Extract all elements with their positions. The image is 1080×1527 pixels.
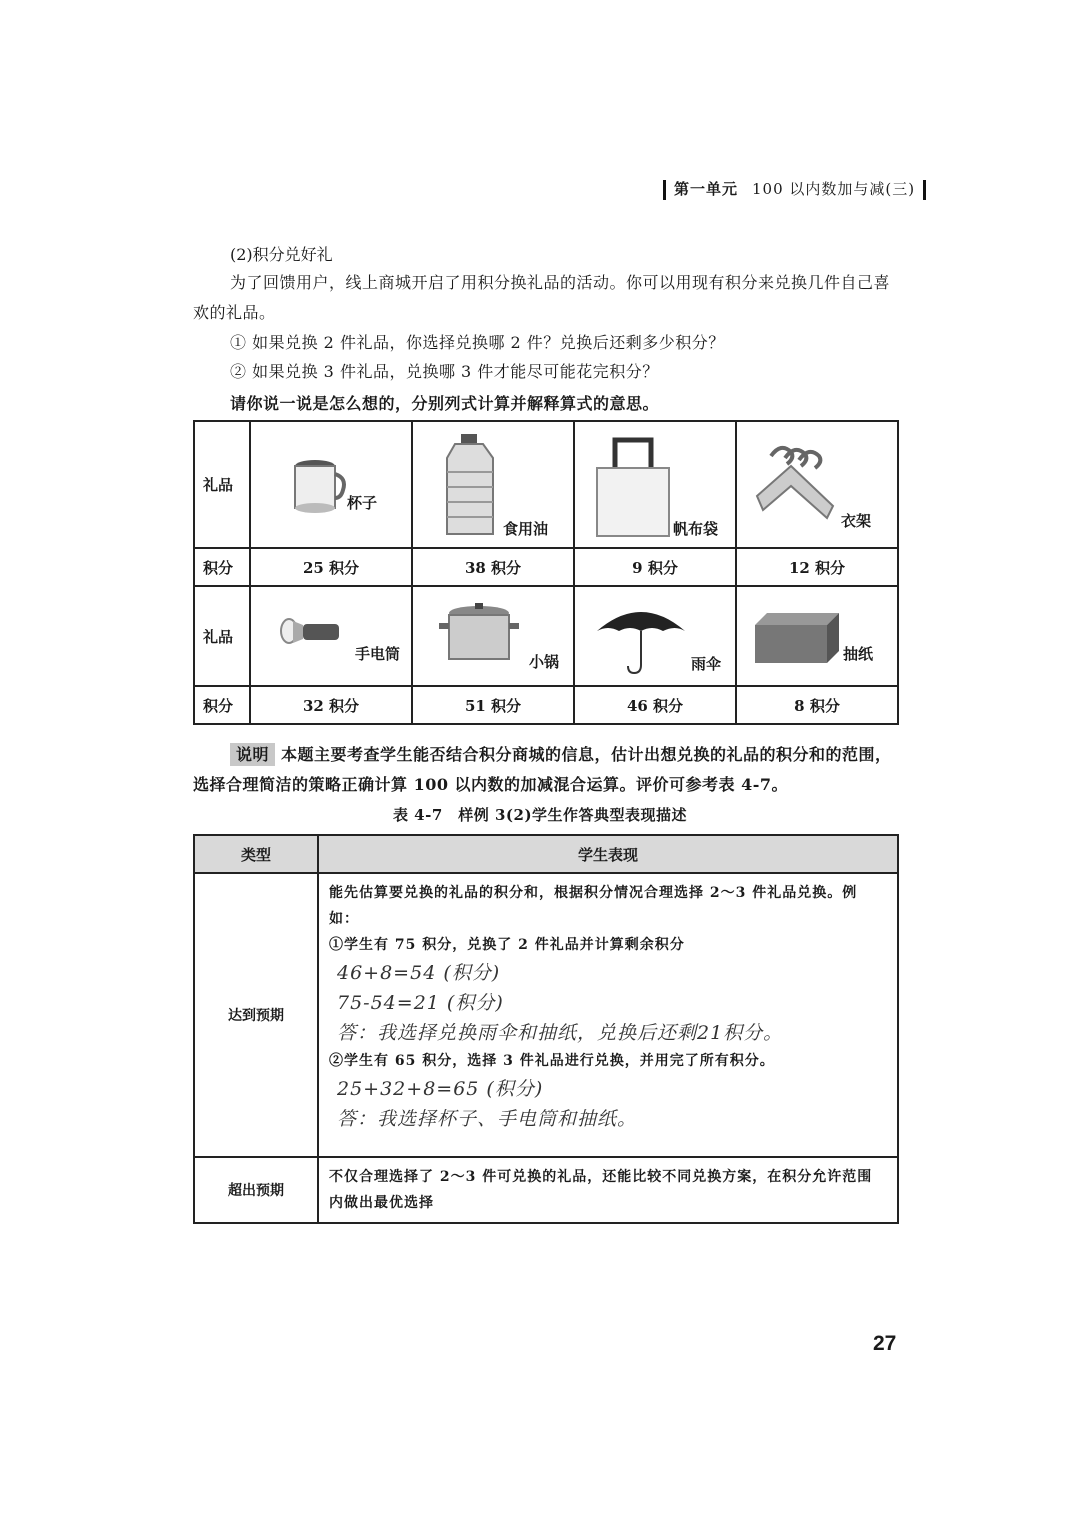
handwritten-line: 75-54=21 (积分) <box>337 992 504 1014</box>
intro-paragraph: 为了回馈用户，线上商城开启了用积分换礼品的活动。你可以用现有积分来兑换几件自己喜欢的礼品。 <box>193 273 891 322</box>
gift-name: 雨伞 <box>691 655 722 673</box>
gift-cell <box>574 586 736 686</box>
gift-name: 杯子 <box>347 494 378 512</box>
question-2: ② 如果兑换 3 件礼品，兑换哪 3 件才能尽可能花完积分？ <box>230 362 659 381</box>
points-label: 积分 <box>194 548 250 586</box>
question-3: 请你说一说是怎么想的，分别列式计算并解释算式的意思。 <box>230 394 660 413</box>
handwritten-line: 答：我选择兑换雨伞和抽纸，兑换后还剩21积分。 <box>337 1022 784 1044</box>
gift-table <box>193 420 899 725</box>
gift-cell <box>250 586 412 686</box>
oil-bottle-icon <box>439 432 501 540</box>
header-performance: 学生表现 <box>318 835 898 873</box>
note-tag: 说明 <box>230 743 275 766</box>
flashlight-icon <box>279 615 341 651</box>
tissue-box-icon <box>751 607 843 667</box>
gift-label: 礼品 <box>194 421 250 548</box>
points-cell: 8 积分 <box>736 686 898 724</box>
handwritten-line: 25+32+8=65 (积分) <box>337 1078 544 1100</box>
canvas-bag-icon <box>593 432 673 538</box>
note-text: 本题主要考查学生能否结合积分商城的信息，估计出想兑换的礼品的积分和的范围，选择合理简洁的策略正确计算 100 以内数的加减混合运算。评价可参考表 4-7。 <box>193 745 892 794</box>
gift-name: 小锅 <box>529 653 560 671</box>
header-type: 类型 <box>194 835 318 873</box>
level-exceeds: 超出预期 <box>194 1157 318 1223</box>
gift-cell <box>412 421 574 548</box>
umbrella-icon <box>595 601 687 675</box>
points-cell: 51 积分 <box>412 686 574 724</box>
points-cell: 38 积分 <box>412 548 574 586</box>
points-cell: 12 积分 <box>736 548 898 586</box>
example-2: ②学生有 65 积分，选择 3 件礼品进行兑换，并用完了所有积分。 <box>329 1053 775 1069</box>
running-head <box>655 178 945 200</box>
points-cell: 9 积分 <box>574 548 736 586</box>
gift-name: 衣架 <box>841 512 872 530</box>
gift-name: 抽纸 <box>843 645 874 663</box>
handwritten-line: 答：我选择杯子、手电筒和抽纸。 <box>337 1108 638 1130</box>
evaluation-table <box>193 834 899 1224</box>
example-1: ①学生有 75 积分，兑换了 2 件礼品并计算剩余积分 <box>329 937 685 953</box>
level-meets: 达到预期 <box>194 873 318 1157</box>
divider-bar <box>923 180 926 200</box>
unit-title: 100 以内数加与减(三) <box>752 180 916 198</box>
gift-cell <box>736 421 898 548</box>
gift-cell <box>736 586 898 686</box>
criteria-text: 能先估算要兑换的礼品的积分和，根据积分情况合理选择 2～3 件礼品兑换。例如： <box>329 885 858 927</box>
table-caption: 表 4-7 样例 3(2)学生作答典型表现描述 <box>392 806 688 824</box>
question-1: ① 如果兑换 2 件礼品，你选择兑换哪 2 件？兑换后还剩多少积分？ <box>230 333 725 352</box>
gift-cell <box>574 421 736 548</box>
gift-name: 帆布袋 <box>673 520 719 538</box>
gift-cell <box>412 586 574 686</box>
points-cell: 46 积分 <box>574 686 736 724</box>
cup-icon <box>291 456 347 514</box>
divider-bar <box>663 180 666 200</box>
gift-cell <box>250 421 412 548</box>
criteria-text: 不仅合理选择了 2～3 件可兑换的礼品，还能比较不同兑换方案，在积分允许范围内做出最优选择 <box>329 1169 873 1211</box>
handwritten-line: 46+8=54 (积分) <box>337 962 501 984</box>
section-title: (2)积分兑好礼 <box>230 245 333 264</box>
points-cell: 32 积分 <box>250 686 412 724</box>
note-paragraph <box>193 740 901 800</box>
performance-meets <box>318 873 898 1157</box>
pot-icon <box>437 601 521 665</box>
performance-exceeds <box>318 1157 898 1223</box>
points-label: 积分 <box>194 686 250 724</box>
gift-name: 食用油 <box>503 520 549 538</box>
unit-label: 第一单元 <box>674 180 739 198</box>
gift-label: 礼品 <box>194 586 250 686</box>
gift-name: 手电筒 <box>355 645 401 663</box>
page-number: 27 <box>873 1332 897 1355</box>
hanger-icon <box>751 436 841 532</box>
points-cell: 25 积分 <box>250 548 412 586</box>
